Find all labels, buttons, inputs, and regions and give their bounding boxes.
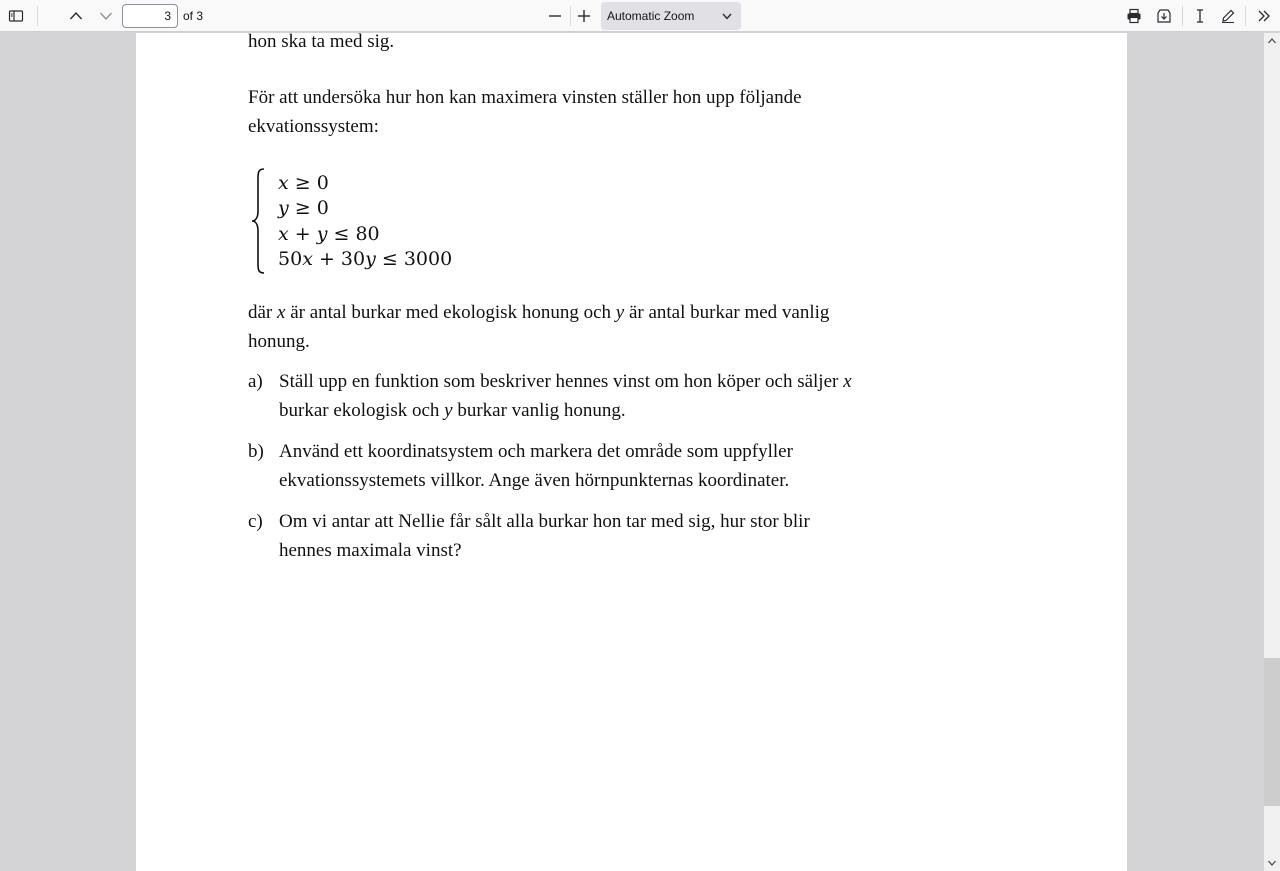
math-variable: y [365,248,376,270]
save-icon [1156,8,1172,24]
document-viewer[interactable] [0,33,1264,871]
text-span: burkar vanlig honung. [452,400,626,421]
pdf-page [136,33,1127,871]
chevron-down-icon [98,8,114,24]
math-operator: ≥ [294,197,311,219]
question-label: a) [248,371,263,392]
scroll-down-button[interactable] [1264,855,1280,871]
math-value: 80 [355,223,380,245]
text-span: är antal burkar med vanlig honung. [248,302,830,352]
question-label: b) [248,441,264,462]
text-span: där [248,302,278,323]
equation-row [278,245,452,274]
zoom-out-icon [547,8,563,24]
double-chevron-right-icon [1256,8,1272,24]
math-variable: x [278,223,289,245]
equation-row [278,194,329,223]
variable-y: y [444,400,453,421]
variable-x: x [843,371,852,392]
math-value: 0 [316,197,329,219]
math-value: 3000 [403,248,453,270]
math-variable: y [316,223,328,245]
pdf-toolbar [0,0,1280,32]
math-operator: ≤ [333,223,350,245]
next-page-button[interactable] [93,3,119,29]
toolbar-separator [37,6,38,26]
print-icon [1126,8,1142,24]
chevron-down-icon [1267,858,1277,868]
pen-icon [1220,8,1236,24]
chevron-up-icon [68,8,84,24]
math-variable: y [278,197,289,219]
zoom-select-label: Automatic Zoom [607,9,695,23]
sidebar-toggle-button[interactable] [3,3,29,29]
draw-tool-button[interactable] [1215,3,1241,29]
text-tool-button[interactable] [1187,3,1213,29]
toolbar-separator [1245,6,1246,26]
sidebar-toggle-icon [8,8,24,24]
math-term: + [288,223,317,245]
text-span: Ställ upp en funktion som beskriver hennes vinst om hon köper och säljer [279,371,844,392]
save-button[interactable] [1151,3,1177,29]
question-label: c) [248,511,263,532]
scroll-up-button[interactable] [1264,33,1280,49]
math-variable: x [302,248,313,270]
scroll-thumb[interactable] [1264,658,1280,806]
zoom-select[interactable] [601,2,741,30]
variable-x: x [277,302,286,323]
page-number-input[interactable] [122,4,178,28]
question-b-text: Använd ett koordinatsystem och markera det område som uppfyller ekvationssystemets villkor. Ange även hörnpunkternas koordinater. [279,441,793,491]
intro-paragraph: För att undersöka hur hon kan maximera vinsten ställer hon upp följande ekvationssystem: [248,87,802,137]
variable-y: y [615,302,625,323]
toolbar-separator [1182,6,1183,26]
text-cursor-icon [1192,8,1208,24]
vertical-scrollbar[interactable] [1264,33,1280,871]
zoom-in-button[interactable] [571,3,597,29]
math-variable: x [278,172,289,194]
question-a-text [279,367,859,425]
left-brace [250,167,268,275]
math-term: 50 [278,248,303,270]
chevron-down-icon [721,10,733,22]
page-count-label: of 3 [183,9,204,23]
previous-page-button[interactable] [63,3,89,29]
chevron-up-icon [1267,36,1277,46]
zoom-in-icon [576,8,592,24]
text-span: är antal burkar med ekologisk honung och [285,302,616,323]
zoom-out-button[interactable] [542,3,568,29]
math-term: + 30 [312,248,366,270]
math-operator: ≥ [294,172,311,194]
explanation-paragraph [248,298,848,356]
print-button[interactable] [1121,3,1147,29]
question-c-text: Om vi antar att Nellie får sålt alla burkar hon tar med sig, hur stor blir hennes maximala vinst? [279,511,810,561]
tools-menu-button[interactable] [1251,3,1277,29]
text-span: burkar ekologisk och [279,400,445,421]
math-value: 0 [316,172,329,194]
text-line: hon ska ta med sig. [248,33,395,52]
math-operator: ≤ [381,248,398,270]
